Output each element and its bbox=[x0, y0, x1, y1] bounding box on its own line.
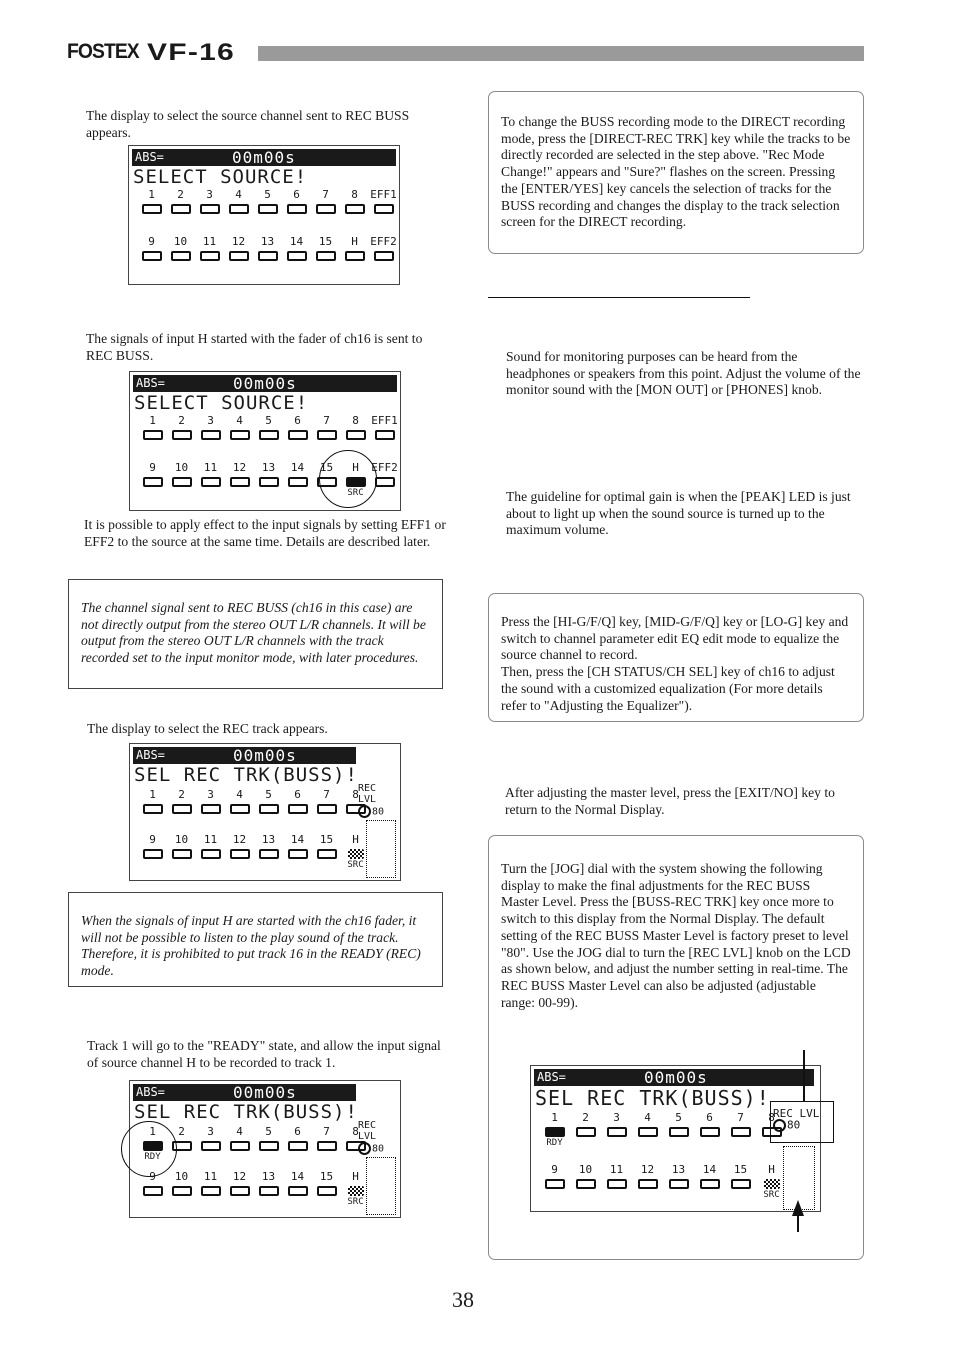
lcd-channel-row-2: 9 10 11 12 13 14 15 H SRC bbox=[138, 1171, 370, 1207]
lcd-channel-row-1: 1 2 3 4 5 6 7 8 EFF1 bbox=[138, 415, 399, 440]
lcd-channel-row-1: 1 RDY 2 3 4 5 6 7 8 bbox=[138, 1126, 370, 1162]
brand-logo: FOSTEX bbox=[67, 40, 139, 63]
left-paragraph-5: Track 1 will go to the "READY" state, and allow the input signal of source channel H to be recorded to track 1. bbox=[87, 1038, 441, 1070]
note-2-text: When the signals of input H are started with the ch16 fader, it will not be possible to listen to the play sound of the track. Therefore, it is prohibited to put track 16 in the READY (REC) mode. bbox=[81, 913, 421, 979]
right-paragraph-2: The guideline for optimal gain is when the [PEAK] LED is just about to light up when the sound source is turned up to the maximum volume. bbox=[506, 489, 851, 538]
info-box-1-text: To change the BUSS recording mode to the DIRECT recording mode, press the [DIRECT-REC TRK] key while the tracks to be directly recorded are selected in the step above. "Rec Mode Change!" appears and "Sure?" flashes on the screen. Pressing the [ENTER/YES] key cancels the selection of tracks for the BUSS recording and changes the display to the track selection screen for the DIRECT recording. bbox=[501, 114, 851, 230]
lcd-title: SEL REC TRK(BUSS)! bbox=[134, 1101, 358, 1123]
info-box-3-text: Turn the [JOG] dial with the system showing the following display to make the final adjustments for the REC BUSS Master Level. Press the [BUSS-REC TRK] key once more to switch to this display from the Normal Display. The default setting of the REC BUSS Master Level is factory preset to level "80". Use the JOG dial to turn the [REC LVL] knob on the LCD as shown below, and adjust the number setting in real-time. The REC BUSS Master Level can also be adjusted (adjustable range: 00-99). bbox=[501, 861, 851, 1010]
info-box-2-text: Press the [HI-G/F/Q] key, [MID-G/F/Q] key or [LO-G] key and switch to channel parameter edit EQ edit mode to equalize the source channel to record. Then, press the [CH STATUS/CH SEL] key of ch16 to adjust the sound with a customized equalization (For more details refer to "Adjusting the Equalizer"). bbox=[501, 614, 849, 713]
lcd-select-source-1 bbox=[128, 145, 400, 285]
rec-lvl-knob-icon bbox=[358, 805, 371, 818]
lcd-channel-row-2: 9 10 11 12 13 14 15 H SRC EFF2 bbox=[138, 462, 399, 498]
rec-lvl-indicator: REC LVL 80 bbox=[358, 783, 385, 818]
rec-lvl-indicator: REC LVL 80 bbox=[358, 1120, 385, 1155]
lcd-channel-row-1: 1 2 3 4 5 6 7 8 bbox=[138, 789, 370, 814]
lcd-time: 00m00s bbox=[232, 148, 296, 167]
page-number: 38 bbox=[452, 1287, 474, 1312]
highlight-circle bbox=[319, 450, 377, 508]
section-rule bbox=[488, 297, 750, 298]
level-meter bbox=[366, 820, 396, 878]
note-box-1 bbox=[68, 579, 443, 689]
left-paragraph-2: The signals of input H started with the fader of ch16 is sent to REC BUSS. bbox=[86, 331, 423, 363]
left-paragraph-3: It is possible to apply effect to the input signals by setting EFF1 or EFF2 to the source at the same time. Details are described later. bbox=[84, 517, 446, 549]
model-logo: VF-16 bbox=[147, 39, 235, 66]
lcd-title: SEL REC TRK(BUSS)! bbox=[134, 764, 358, 786]
right-paragraph-1: Sound for monitoring purposes can be heard from the headphones or speakers from this point. Adjust the volume of the monitor sound with the [MON OUT] or [PHONES] knob. bbox=[506, 349, 861, 398]
lcd-sel-rec-trk-3: ABS= 00m00s SEL REC TRK(BUSS)! 1 RDY 2 3 4 5 6 7 8 9 10 11 12 13 14 15 H SRC REC LVL 80 bbox=[530, 1065, 821, 1212]
info-box-2 bbox=[488, 593, 864, 722]
lcd-sel-rec-trk-2: ABS= 00m00s SEL REC TRK(BUSS)! 1 RDY 2 3 4 5 6 7 8 9 10 11 12 13 14 15 H SRC REC LVL 80 bbox=[129, 1080, 401, 1218]
highlight-circle bbox=[121, 1121, 177, 1177]
lcd-channel-row-2: 9 10 11 12 13 14 15 H SRC bbox=[539, 1164, 787, 1200]
header-bar bbox=[258, 46, 864, 61]
left-paragraph-1: The display to select the source channel sent to REC BUSS appears. bbox=[86, 108, 410, 140]
rec-lvl-highlight-box bbox=[770, 1101, 834, 1143]
lcd-select-source-2: ABS= 00m00s SELECT SOURCE! 1 2 3 4 5 6 7 8 EFF1 9 10 11 12 13 14 15 H SRC EFF2 bbox=[129, 371, 401, 511]
lcd-abs-label: ABS= bbox=[135, 150, 164, 164]
rdy-label: RDY bbox=[144, 1152, 161, 1162]
lcd-title: SELECT SOURCE! bbox=[134, 392, 309, 414]
level-meter bbox=[366, 1157, 396, 1215]
info-box-1 bbox=[488, 91, 864, 254]
arrow-up-icon bbox=[797, 1214, 799, 1232]
lcd-channel-row-2: 9 10 11 12 13 14 15 H EFF2 bbox=[137, 236, 398, 261]
indicator-line bbox=[803, 1050, 805, 1102]
right-paragraph-3: After adjusting the master level, press the [EXIT/NO] key to return to the Normal Display. bbox=[505, 785, 835, 817]
note-1-text: The channel signal sent to REC BUSS (ch16 in this case) are not directly output from the stereo OUT L/R channels. It will be output from the stereo OUT L/R channels with the track recorded set to the input monitor mode, with later procedures. bbox=[81, 600, 426, 666]
lcd-title: SEL REC TRK(BUSS)! bbox=[535, 1086, 770, 1110]
arrow-head-icon bbox=[792, 1200, 804, 1216]
lcd-channel-row-2: 9 10 11 12 13 14 15 H SRC bbox=[138, 834, 370, 870]
lcd-sel-rec-trk-1: ABS= 00m00s SEL REC TRK(BUSS)! 1 2 3 4 5 6 7 8 9 10 11 12 13 14 15 H SRC REC LVL 80 bbox=[129, 743, 401, 881]
rec-lvl-knob-icon bbox=[358, 1142, 371, 1155]
lcd-channel-row-1: 1 2 3 4 5 6 7 8 EFF1 bbox=[137, 189, 398, 214]
lcd-title: SELECT SOURCE! bbox=[133, 166, 308, 188]
note-box-2 bbox=[68, 892, 443, 987]
left-paragraph-4: The display to select the REC track appears. bbox=[87, 721, 328, 736]
lcd-channel-row-1: 1 RDY 2 3 4 5 6 7 8 bbox=[539, 1112, 787, 1148]
src-label: SRC bbox=[347, 488, 364, 498]
rec-lvl-indicator: REC LVL 80 bbox=[773, 1107, 820, 1132]
